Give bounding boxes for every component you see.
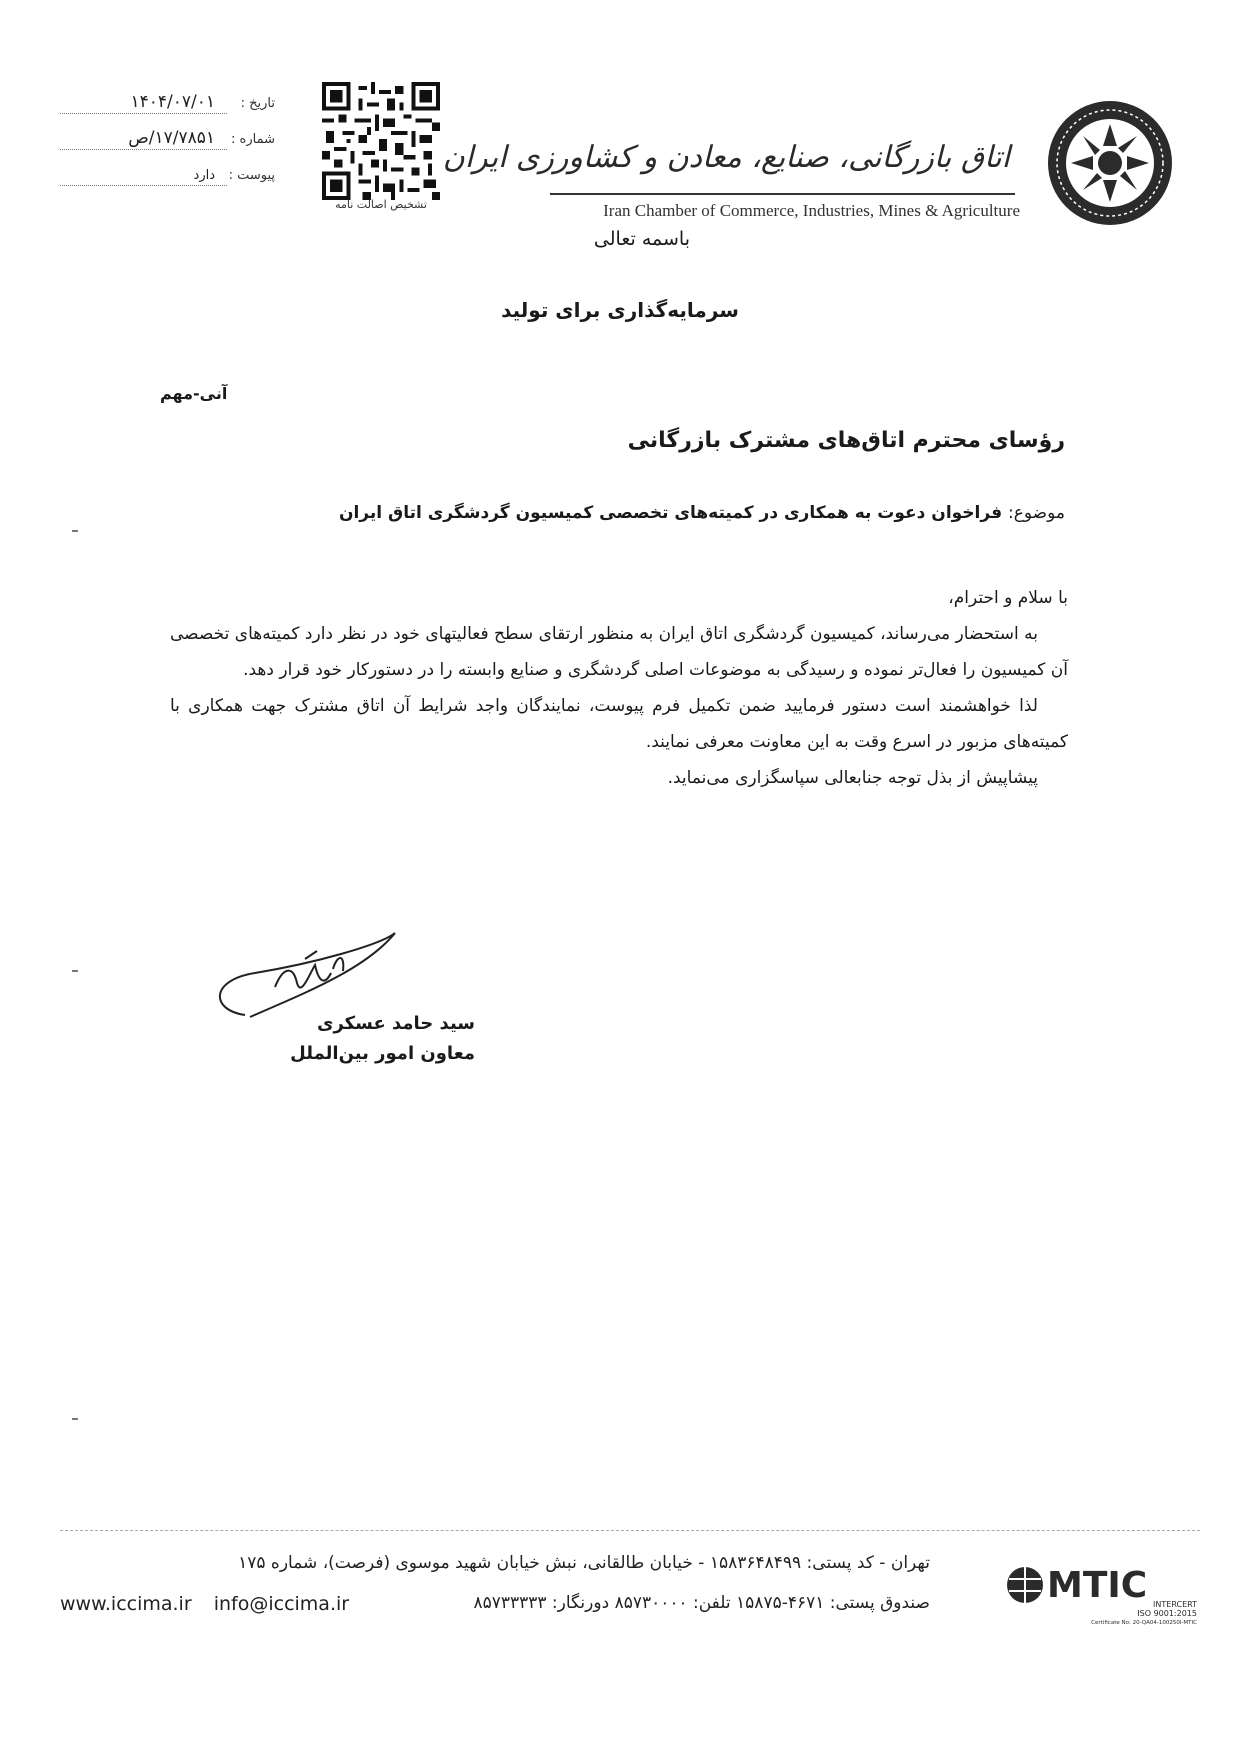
fold-mark: [72, 1418, 78, 1420]
org-name-fa: اتاق بازرگانی، صنایع، معادن و کشاورزی ایران: [442, 140, 1010, 175]
date-label: تاریخ :: [240, 96, 275, 111]
number-underline: [60, 149, 227, 150]
attachment-field: [60, 164, 275, 192]
paragraph-1: به استحضار می‌رساند، کمیسیون گردشگری اتاق ایران به منظور ارتقای سطح فعالیتهای خود در نظر دارد کمیته‌های تخصصی آن کمیسیون را فعال‌تر نموده و رسیدگی به موضوعات اصلی گردشگری و صنایع وابسته را در دستورکار خود قرار دهد.: [170, 624, 1068, 680]
footer-web-contact: [60, 1593, 365, 1615]
qr-caption: تشخیص اصالت نامه: [335, 198, 427, 211]
number-label: شماره :: [231, 132, 275, 147]
subject-line: [339, 503, 1065, 523]
paragraph-2: لذا خواهشمند است دستور فرمایید ضمن تکمیل فرم پیوست، نمایندگان واجد شرایط آن اتاق مشترک جهت همکاری با کمیته‌های مزبور در اسرع وقت به این معاونت معرفی نمایند.: [170, 696, 1068, 752]
number-value: ۱۷/۷۸۵۱/ص: [128, 128, 215, 148]
email-link[interactable]: info@iccima.ir: [213, 1593, 350, 1615]
signatory-title: معاون امور بین‌الملل: [290, 1043, 475, 1064]
qr-code[interactable]: [322, 82, 440, 200]
letter-body: [170, 580, 1068, 796]
mtic-wordmark: MTIC: [1047, 1565, 1148, 1606]
footer-contact-numbers: صندوق پستی: ۴۶۷۱-۱۵۸۷۵ تلفن: ۸۵۷۳۰۰۰۰ دورنگار: ۸۵۷۳۳۳۳۳: [473, 1593, 930, 1613]
closing: پیشاپیش از بذل توجه جنابعالی سپاسگزاری می‌نماید.: [667, 768, 1038, 788]
number-field: [60, 128, 275, 156]
attachment-underline: [60, 185, 227, 186]
intercert-label: INTERCERT: [1153, 1600, 1197, 1609]
basmala: باسمه تعالی: [593, 228, 690, 250]
date-value: ۱۴۰۴/۰۷/۰۱: [130, 92, 215, 112]
certificate-number: Certificate No: 20-QA04-100250I-MTIC: [1091, 1620, 1197, 1625]
iso-label: ISO 9001:2015: [1137, 1609, 1197, 1618]
fold-mark: [72, 530, 78, 532]
greeting: با سلام و احترام،: [948, 588, 1068, 608]
website-link[interactable]: www.iccima.ir: [60, 1593, 192, 1615]
addressee: رؤسای محترم اتاق‌های مشترک بازرگانی: [627, 428, 1065, 453]
chamber-logo: [1045, 98, 1175, 228]
date-underline: [60, 113, 227, 114]
attachment-value: دارد: [193, 168, 215, 183]
subject-label: موضوع:: [1008, 503, 1065, 523]
org-name-en: Iran Chamber of Commerce, Industries, Mines & Agriculture: [603, 201, 1020, 220]
signatory-name: سید حامد عسکری: [316, 1013, 475, 1034]
attachment-label: پیوست :: [228, 168, 275, 183]
fold-mark: [72, 970, 78, 972]
footer-rule: [60, 1530, 1200, 1531]
motto: سرمایه‌گذاری برای تولید: [501, 298, 739, 322]
subject-text: فراخوان دعوت به همکاری در کمیته‌های تخصصی کمیسیون گردشگری اتاق ایران: [338, 503, 1003, 523]
urgency-badge: آنی-مهم: [160, 384, 228, 403]
footer-address: تهران - کد پستی: ۱۵۸۳۶۴۸۴۹۹ - خیابان طالقانی، نبش خیابان شهید موسوی (فرصت)، شماره ۱۷۵: [238, 1553, 930, 1573]
mtic-certification-logo: [1005, 1553, 1200, 1625]
date-field: [60, 92, 275, 120]
header-rule: [550, 193, 1015, 195]
